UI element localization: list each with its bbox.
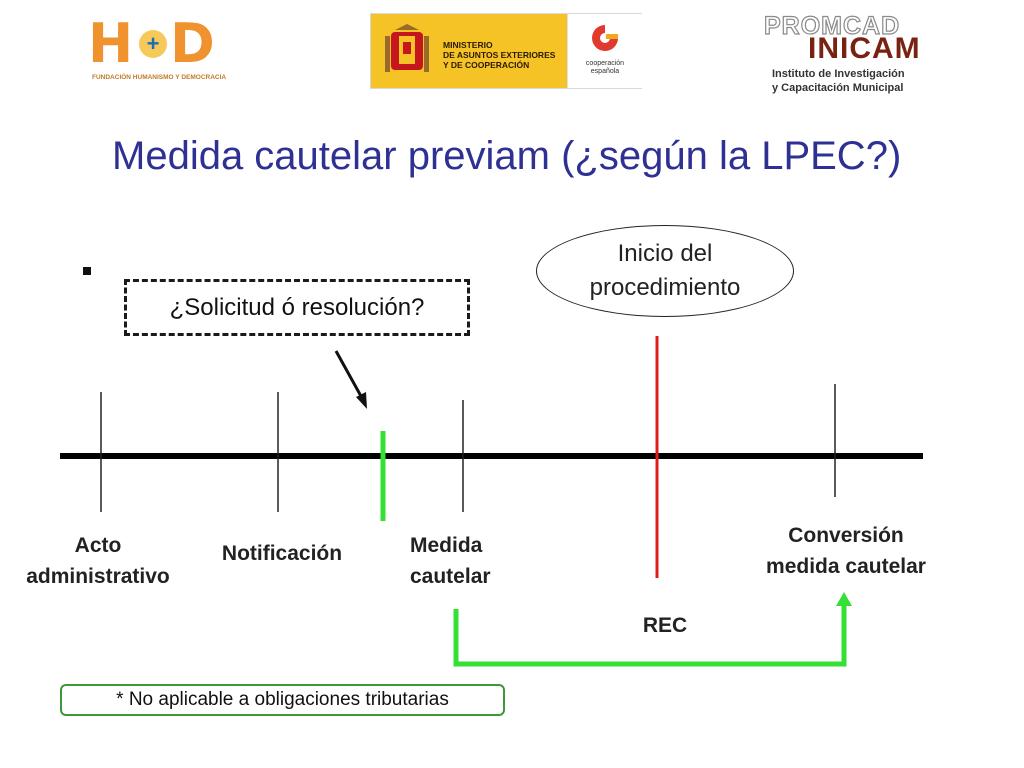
solicitud-box xyxy=(124,279,470,336)
instituto-line1: Instituto de Investigación xyxy=(772,68,905,80)
inicio-text: Inicio del procedimiento xyxy=(589,240,741,301)
cooperacion-text: cooperación española xyxy=(585,60,625,75)
arrow-head-icon xyxy=(356,392,367,409)
arrow-line xyxy=(336,351,362,398)
hd-logo-plus: + xyxy=(139,30,167,58)
label-conversion: Conversión medida cautelar xyxy=(766,524,926,578)
label-notificacion: Notificación xyxy=(221,542,343,565)
solicitud-text: ¿Solicitud ó resolución? xyxy=(169,293,425,321)
slide-title: Medida cautelar previam (¿según la LPEC?) xyxy=(112,134,902,178)
instituto-line2: y Capacitación Municipal xyxy=(772,82,904,94)
hd-logo-caption: FUNDACIÓN HUMANISMO Y DEMOCRACIA xyxy=(92,74,227,81)
promcad-text: PROMCAD xyxy=(764,12,901,40)
label-medida: Medida cautelar xyxy=(410,534,491,588)
ministerio-text: MINISTERIO DE ASUNTOS EXTERIORES Y DE COOPERACIÓN xyxy=(443,40,556,70)
green-arrow-head-icon xyxy=(836,592,852,606)
hd-logo-d: D xyxy=(170,12,216,75)
inicam-text: INICAM xyxy=(808,32,921,65)
inicio-ellipse xyxy=(536,225,794,317)
note-text: * No aplicable a obligaciones tributarias xyxy=(116,689,449,710)
hd-logo-h: H xyxy=(88,12,135,75)
note-box xyxy=(60,684,505,716)
label-acto: Acto administrativo xyxy=(26,534,170,588)
label-rec: REC xyxy=(642,614,688,637)
